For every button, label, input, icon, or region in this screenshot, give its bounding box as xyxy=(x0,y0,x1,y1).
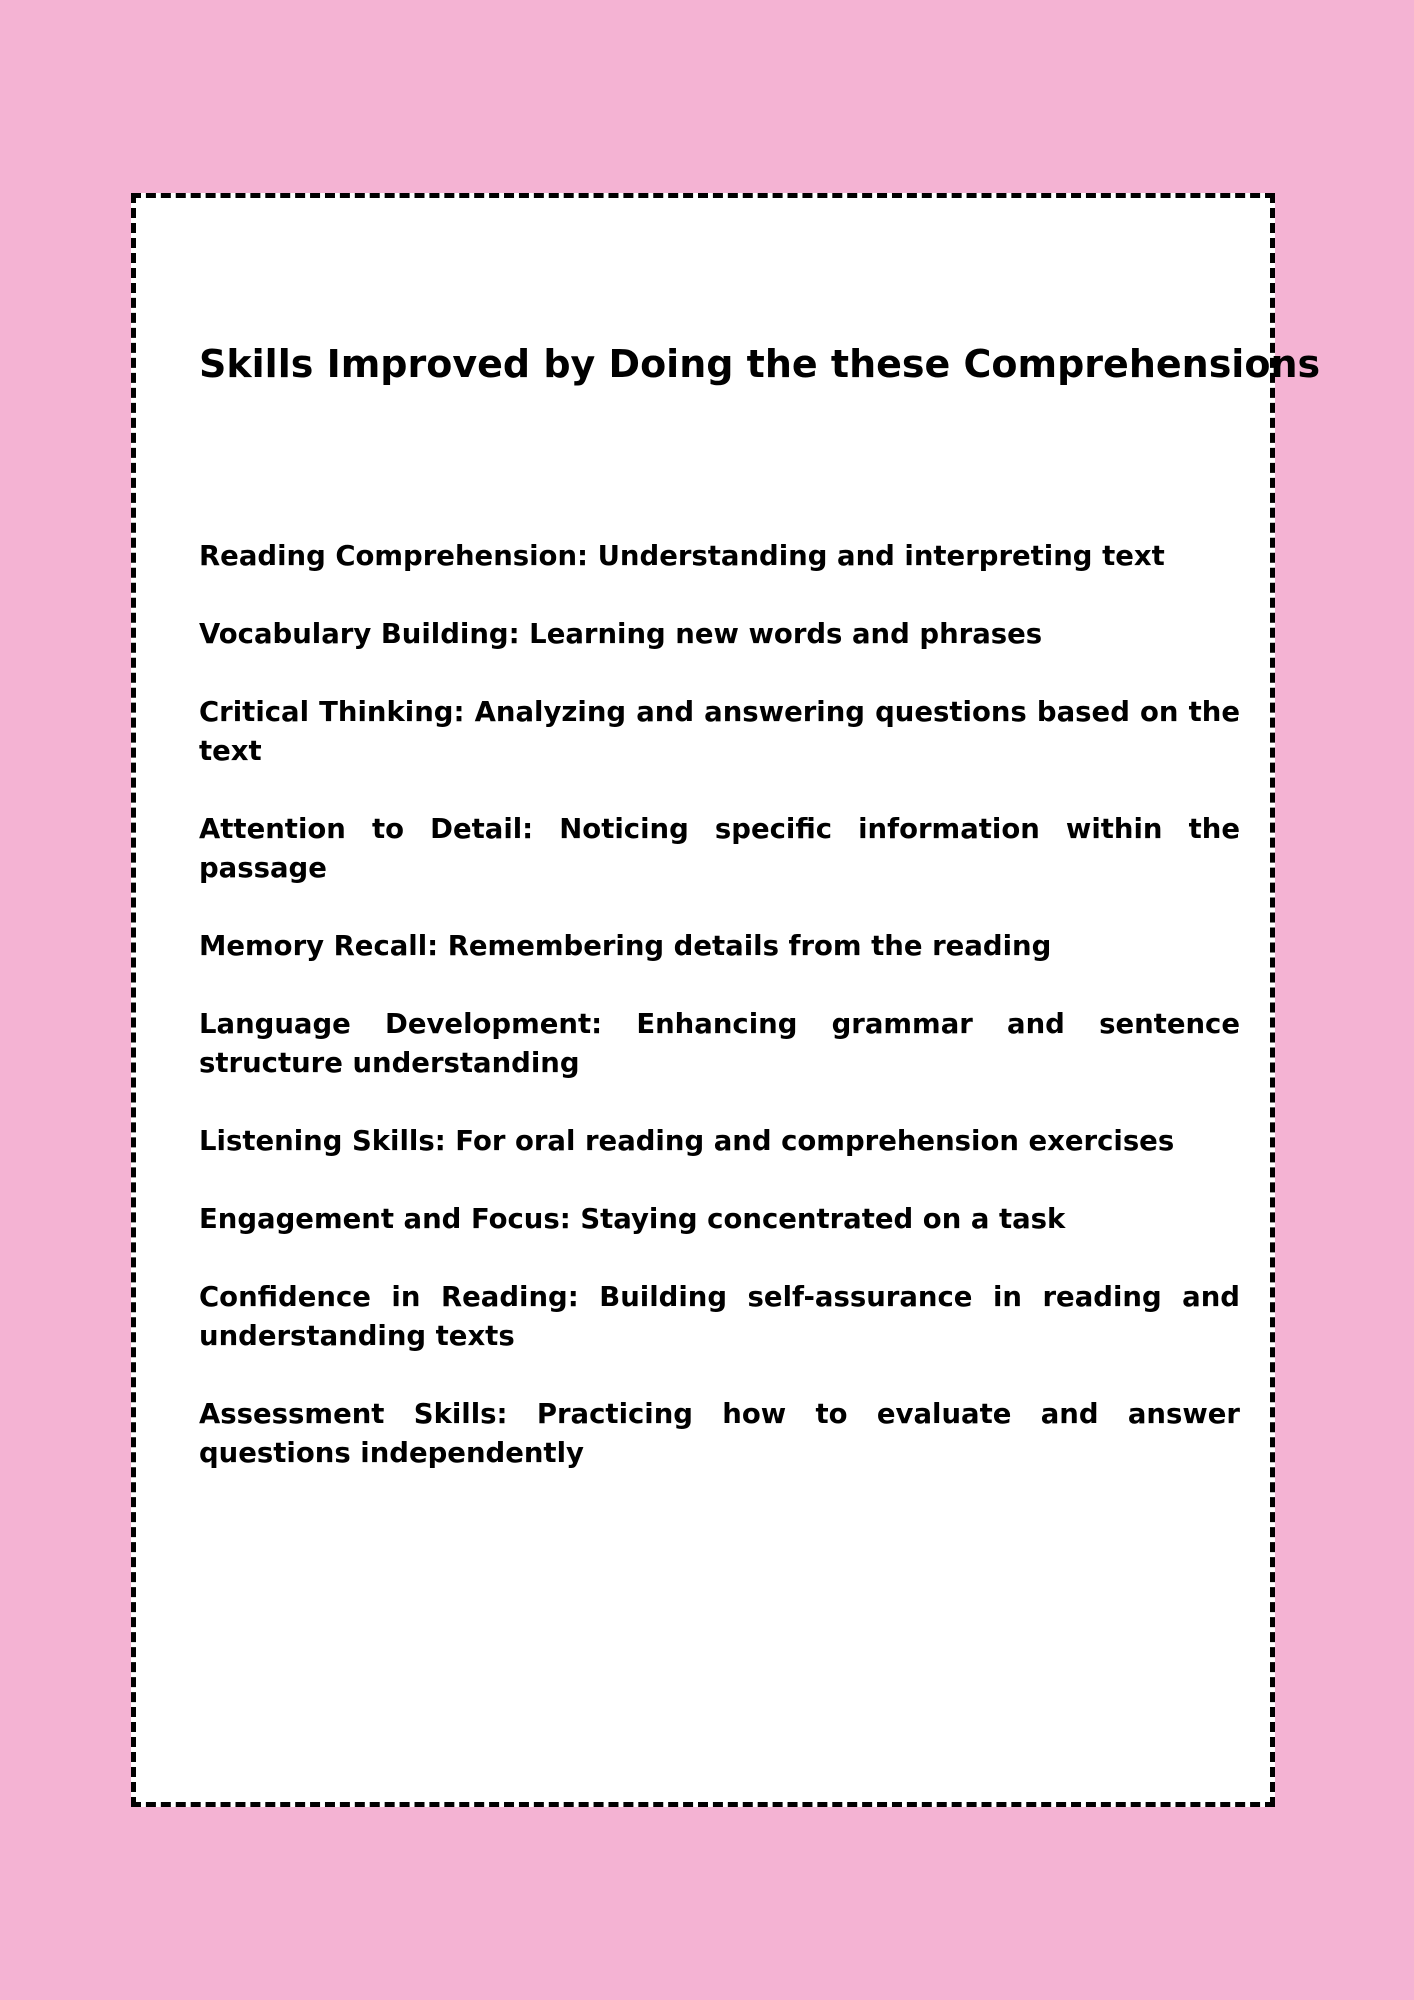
skill-item-language-development: Language Development: Enhancing grammar and sentence structure understanding xyxy=(199,1008,1240,1079)
skill-item-listening-skills: Listening Skills: For oral reading and comprehension exercises xyxy=(199,1125,1175,1157)
skills-list xyxy=(199,537,1240,1512)
skill-item-reading-comprehension: Reading Comprehension: Understanding and interpreting text xyxy=(199,540,1165,572)
dashed-page-frame xyxy=(131,193,1321,1807)
skill-item-engagement-and-focus: Engagement and Focus: Staying concentrated on a task xyxy=(199,1203,1066,1235)
skill-item-attention-to-detail: Attention to Detail: Noticing specific information within the passage xyxy=(199,813,1240,884)
skill-item-critical-thinking: Critical Thinking: Analyzing and answering questions based on the text xyxy=(199,696,1240,767)
skill-item-memory-recall: Memory Recall: Remembering details from the reading xyxy=(199,930,1052,962)
skill-item-assessment-skills: Assessment Skills: Practicing how to evaluate and answer questions independently xyxy=(199,1398,1240,1469)
skill-item-confidence-in-reading: Confidence in Reading: Building self-assurance in reading and understanding texts xyxy=(199,1281,1240,1352)
page-title: Skills Improved by Doing the these Comprehensions xyxy=(199,342,1321,386)
skill-item-vocabulary-building: Vocabulary Building: Learning new words and phrases xyxy=(199,618,1043,650)
